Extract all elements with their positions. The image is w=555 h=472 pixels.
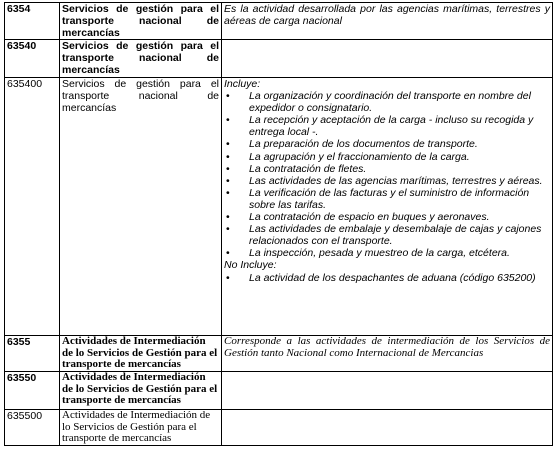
table-row	[5, 78, 553, 336]
row-code: 635400	[5, 78, 60, 336]
table-row	[5, 3, 553, 40]
bullet-icon: •	[226, 247, 230, 260]
row-description: Servicios de gestión para el transporte nacional de mercancías	[60, 78, 222, 336]
list-item-text: La agrupación y el fraccionamiento de la carga.	[249, 150, 470, 163]
row-code: 63550	[5, 372, 60, 410]
table-row	[5, 336, 553, 372]
includes-list	[224, 90, 550, 259]
list-item	[224, 163, 550, 175]
bullet-icon: •	[226, 138, 230, 151]
list-item	[224, 90, 550, 114]
row-code: 6355	[5, 336, 60, 372]
row-code: 635500	[5, 410, 60, 446]
excludes-label: No Incluye:	[224, 259, 277, 272]
list-item-text: La recepción y aceptación de la carga - incluso su recogida y entrega local -.	[249, 114, 534, 139]
row-description: Servicios de gestión para el transporte nacional de mercancías	[60, 40, 222, 78]
bullet-icon: •	[226, 162, 230, 175]
list-item-text: La inspección, pesada y muestreo de la carga, etcétera.	[249, 247, 510, 260]
list-item	[224, 151, 550, 163]
list-item	[224, 114, 550, 138]
bullet-icon: •	[226, 271, 230, 284]
list-item	[224, 247, 550, 259]
list-item-text: La verificación de las facturas y el suministro de información sobre las tarifas.	[249, 186, 530, 211]
bullet-icon: •	[226, 186, 230, 199]
row-note	[222, 372, 553, 410]
row-description: Actividades de Intermediación de lo Servicios de Gestión para el transporte de mercancías	[60, 410, 222, 446]
bullet-icon: •	[226, 174, 230, 187]
list-item	[224, 138, 550, 150]
table-row	[5, 410, 553, 446]
table-row	[5, 40, 553, 78]
row-code: 6354	[5, 3, 60, 40]
bullet-icon: •	[226, 223, 230, 236]
list-item-text: La preparación de los documentos de transporte.	[249, 138, 478, 151]
row-description: Actividades de Intermediación de lo Servicios de Gestión para el transporte de mercancías	[60, 372, 222, 410]
row-note: Es la actividad desarrollada por las agencias marítimas, terrestres y aéreas de carga nacional	[222, 3, 553, 40]
bullet-icon: •	[226, 211, 230, 224]
classification-table	[4, 2, 553, 446]
bullet-icon: •	[226, 114, 230, 127]
list-item-text: La contratación de fletes.	[249, 162, 367, 175]
list-item-text: Las actividades de embalaje y desembalaje de cajas y cajones relacionados con el transporte.	[249, 223, 542, 248]
excludes-list	[224, 272, 550, 284]
list-item-text: La contratación de espacio en buques y aeronaves.	[249, 211, 490, 224]
row-notes	[222, 78, 553, 336]
list-item	[224, 187, 550, 211]
row-code: 63540	[5, 40, 60, 78]
list-item-text: Las actividades de las agencias marítimas, terrestres y aéreas.	[249, 174, 543, 187]
row-note	[222, 410, 553, 446]
row-description: Servicios de gestión para el transporte nacional de mercancías	[60, 3, 222, 40]
list-item-text: La organización y coordinación del transporte en nombre del expedidor o consignatario.	[249, 90, 531, 115]
row-note: Corresponde a las actividades de intermediación de los Servicios de Gestión tanto Nacional como Internacional de Mercancias	[222, 336, 553, 372]
includes-label: Incluye:	[224, 78, 261, 90]
row-description: Actividades de Intermediación de lo Servicios de Gestión para el transporte de mercancías	[60, 336, 222, 372]
bullet-icon: •	[226, 90, 230, 103]
list-item	[224, 175, 550, 187]
list-item	[224, 272, 550, 284]
table-row	[5, 372, 553, 410]
list-item	[224, 223, 550, 247]
row-note	[222, 40, 553, 78]
bullet-icon: •	[226, 150, 230, 163]
list-item-text: La actividad de los despachantes de aduana (código 635200)	[249, 271, 536, 284]
list-item	[224, 211, 550, 223]
